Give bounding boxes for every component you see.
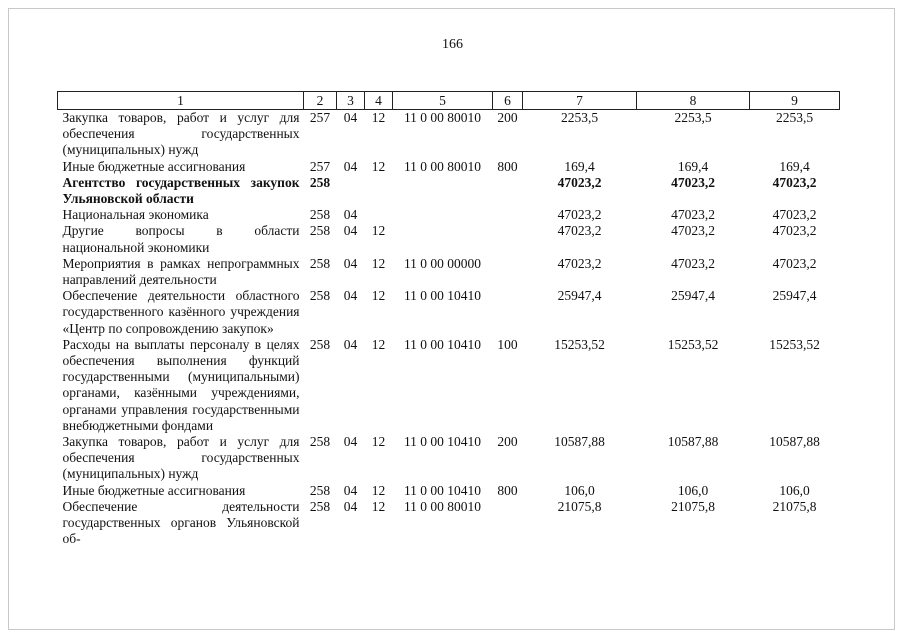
row-name: Обеспечение деятельности государственных органов Ульяновской об-	[62, 498, 300, 547]
row-name: Расходы на выплаты персоналу в целях обеспечения выполнения функций государственными (муниципальными) органами, казёнными учреждениями, органами управления государственными внебюджетными фондами	[62, 336, 300, 433]
expense-type: 800	[497, 158, 518, 174]
target-article: 11 0 00 10410	[403, 482, 482, 498]
expense-type	[493, 207, 523, 223]
expense-type	[493, 288, 523, 337]
target-article: 11 0 00 10410	[403, 434, 482, 450]
section-code: 04	[343, 482, 358, 498]
section-code: 04	[343, 434, 358, 450]
table-body	[58, 110, 840, 548]
amount-col9: 21075,8	[772, 498, 817, 514]
chapter-code: 258	[309, 434, 331, 450]
amount-col9: 47023,2	[772, 223, 817, 239]
amount-col8: 15253,52	[667, 336, 719, 352]
amount-col9: 10587,88	[769, 434, 820, 450]
amount-col7: 169,4	[564, 158, 595, 174]
chapter-code: 258	[309, 207, 331, 223]
expense-type	[493, 223, 523, 255]
target-article: 11 0 00 80010	[403, 158, 482, 174]
expense-type: 200	[497, 434, 518, 450]
column-header-3: 3	[337, 92, 365, 110]
amount-col9: 106,0	[779, 482, 810, 498]
target-article	[393, 223, 493, 255]
section-code: 04	[343, 207, 358, 223]
page-number: 166	[442, 37, 463, 52]
target-article	[393, 175, 493, 207]
amount-col9: 47023,2	[772, 255, 817, 271]
amount-col7: 47023,2	[557, 255, 602, 271]
table-row	[58, 223, 840, 255]
amount-col8: 47023,2	[671, 207, 715, 223]
section-code: 04	[343, 110, 358, 125]
chapter-code: 258	[309, 336, 331, 352]
amount-col7: 106,0	[564, 482, 595, 498]
amount-col9: 2253,5	[775, 110, 814, 125]
table-row	[58, 175, 840, 207]
amount-col7: 2253,5	[560, 110, 599, 125]
expense-type	[493, 256, 523, 288]
expense-type: 800	[497, 482, 518, 498]
table-row	[58, 434, 840, 483]
subsection-code: 12	[371, 434, 386, 450]
target-article	[393, 207, 493, 223]
table-row	[58, 499, 840, 548]
subsection-code	[365, 207, 393, 223]
amount-col9: 47023,2	[772, 174, 817, 190]
expense-type: 200	[497, 110, 518, 125]
column-header-8: 8	[637, 92, 750, 110]
amount-col8: 21075,8	[671, 498, 715, 514]
subsection-code: 12	[371, 482, 386, 498]
target-article: 11 0 00 80010	[403, 498, 482, 514]
column-header-9: 9	[750, 92, 840, 110]
amount-col8: 47023,2	[671, 223, 715, 239]
row-name: Иные бюджетные ассигнования	[62, 482, 246, 498]
subsection-code: 12	[371, 255, 386, 271]
section-code	[337, 175, 365, 207]
amount-col7: 10587,88	[554, 434, 605, 450]
table-row	[58, 337, 840, 434]
amount-col8: 169,4	[677, 158, 709, 174]
amount-col9: 15253,52	[769, 336, 820, 352]
row-name: Обеспечение деятельности областного государственного казённого учреждения «Центр по сопровождению закупок»	[62, 288, 300, 336]
target-article: 11 0 00 10410	[403, 336, 482, 352]
expense-type: 100	[497, 336, 518, 352]
amount-col8: 10587,88	[667, 434, 719, 450]
row-name: Мероприятия в рамках непрограммных направлений деятельности	[62, 255, 300, 288]
amount-col9: 25947,4	[772, 288, 817, 304]
subsection-code: 12	[371, 498, 386, 514]
row-name: Закупка товаров, работ и услуг для обеспечения государственных (муниципальных) нужд	[62, 434, 300, 482]
amount-col7: 47023,2	[557, 223, 602, 239]
table-row	[58, 207, 840, 223]
chapter-code: 258	[309, 223, 331, 239]
amount-col8: 25947,4	[671, 288, 715, 304]
chapter-code: 258	[309, 482, 331, 498]
amount-col9: 169,4	[779, 158, 810, 174]
row-name: Национальная экономика	[62, 207, 209, 223]
row-name: Агентство государственных закупок Ульяновской области	[62, 174, 300, 207]
column-header-4: 4	[365, 92, 393, 110]
budget-table	[57, 91, 840, 547]
section-code: 04	[343, 336, 358, 352]
amount-col8: 47023,2	[671, 174, 715, 190]
target-article: 11 0 00 80010	[403, 110, 482, 125]
row-name: Другие вопросы в области национальной экономики	[62, 223, 300, 255]
subsection-code: 12	[371, 288, 386, 304]
table-row	[58, 256, 840, 288]
chapter-code: 258	[309, 498, 331, 514]
section-code: 04	[343, 158, 358, 174]
section-code: 04	[343, 223, 358, 239]
amount-col7: 47023,2	[557, 207, 602, 223]
chapter-code: 257	[309, 110, 331, 125]
table-row	[58, 159, 840, 175]
table-row	[58, 288, 840, 337]
section-code: 04	[343, 255, 358, 271]
column-header-5: 5	[393, 92, 493, 110]
subsection-code: 12	[371, 158, 386, 174]
expense-type	[493, 175, 523, 207]
chapter-code: 258	[309, 174, 331, 190]
column-header-6: 6	[493, 92, 523, 110]
amount-col9: 47023,2	[772, 207, 817, 223]
row-name: Иные бюджетные ассигнования	[62, 158, 246, 174]
amount-col8: 2253,5	[674, 110, 712, 125]
chapter-code: 258	[309, 255, 331, 271]
chapter-code: 258	[309, 288, 331, 304]
section-code: 04	[343, 498, 358, 514]
target-article: 11 0 00 00000	[403, 255, 482, 271]
amount-col7: 25947,4	[557, 288, 602, 304]
subsection-code: 12	[371, 336, 386, 352]
subsection-code: 12	[371, 223, 386, 239]
column-header-2: 2	[304, 92, 337, 110]
table-row	[58, 483, 840, 499]
chapter-code: 257	[309, 158, 331, 174]
expense-type	[493, 499, 523, 548]
section-code: 04	[343, 288, 358, 304]
amount-col7: 15253,52	[554, 336, 605, 352]
table-row	[58, 110, 840, 159]
column-header-7: 7	[523, 92, 637, 110]
amount-col8: 106,0	[677, 482, 709, 498]
subsection-code: 12	[371, 110, 386, 125]
target-article: 11 0 00 10410	[403, 288, 482, 304]
amount-col7: 47023,2	[557, 174, 602, 190]
amount-col8: 47023,2	[671, 255, 715, 271]
header-row	[58, 92, 840, 110]
column-header-1: 1	[58, 92, 304, 110]
subsection-code	[365, 175, 393, 207]
amount-col7: 21075,8	[557, 498, 602, 514]
row-name: Закупка товаров, работ и услуг для обеспечения государственных (муниципальных) нужд	[62, 110, 300, 158]
